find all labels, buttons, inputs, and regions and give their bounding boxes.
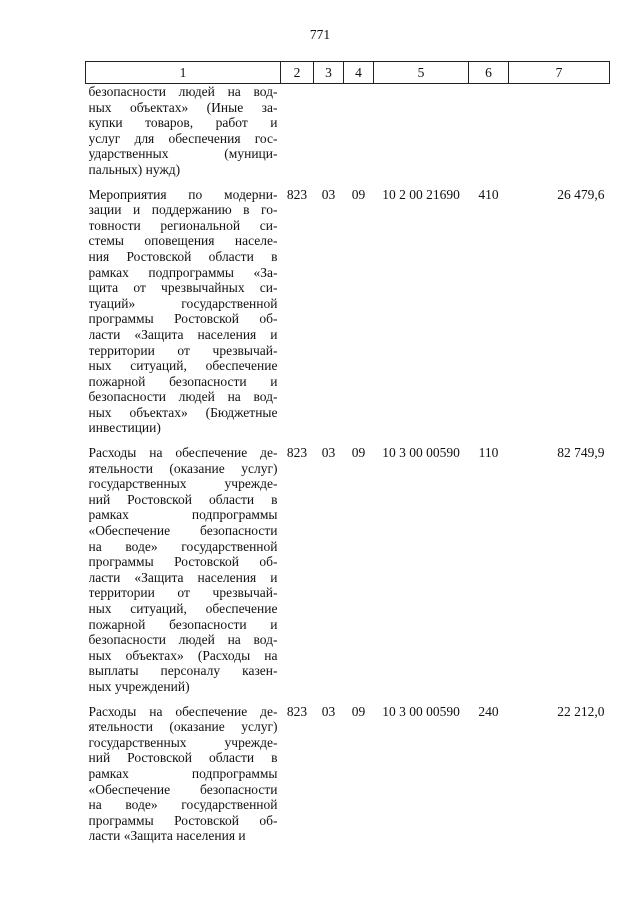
target-article-code [374,84,469,187]
department-code: 823 [286,703,308,719]
description-line: программы Ростовской об- [88,311,278,327]
page-number: 771 [309,27,331,42]
description-line: рамках подпрограммы «За- [88,264,278,280]
amount: 22 212,0 [557,703,605,719]
description-line: ных ситуаций, обеспечение [88,601,278,616]
description-line: купки товаров, работ и [88,115,278,131]
description-line: программы Ростовской об- [88,554,278,570]
table-header-row [86,62,610,84]
header-col-4: 4 [344,62,374,84]
description-line: рамках подпрограммы [88,507,278,523]
description-line: Мероприятия по модерни- [88,186,278,202]
row-description [86,704,281,844]
row-description [86,187,281,446]
table-row [86,704,610,844]
description-line: ных объектах» (Бюджетные [88,404,278,420]
description-line: услуг для обеспечения гос- [88,130,278,146]
row-description [86,84,281,187]
description-line: ных объектах» (Иные за- [88,99,278,115]
expense-type-code: 410 [478,186,499,202]
description-line: ний Ростовской области в [88,750,278,766]
description-line: государственных учрежде- [88,734,278,750]
header-col-7: 7 [509,62,610,84]
description-line: туаций» государственной [88,295,278,311]
description-line: безопасности людей на вод- [88,632,278,648]
subsection-code: 09 [351,186,366,202]
department-code [281,84,314,187]
description-line: стемы оповещения населе- [88,233,278,249]
description-line: пожарной безопасности и [88,373,278,389]
description-line: пожарной безопасности и [88,616,278,632]
target-article-code: 10 3 00 00590 [382,445,460,461]
table-row [86,445,610,704]
description-line: рамках подпрограммы [88,765,278,781]
description-line: пальных) нужд) [88,161,181,177]
description-line: Расходы на обеспечение де- [88,703,278,719]
description-line: Расходы на обеспечение де- [88,445,278,461]
description-line: безопасности людей на вод- [88,84,278,99]
subsection-code: 09 [351,445,366,461]
description-line: ласти «Защита населения и [88,828,246,844]
expense-type-code: 110 [478,445,499,461]
expense-type-code: 240 [478,703,499,719]
description-line: ний Ростовской области в [88,491,278,507]
section-code: 03 [321,703,336,719]
expense-type-code [469,84,509,187]
description-line: выплаты персоналу казен- [88,663,278,679]
budget-table [85,61,610,844]
header-col-6: 6 [469,62,509,84]
description-line: на воде» государственной [88,797,278,813]
description-line: ласти «Защита населения и [88,569,278,585]
description-line: зации и поддержанию в го- [88,202,278,218]
description-line: инвестиции) [88,420,161,436]
amount [509,84,610,187]
description-line: «Обеспечение безопасности [88,523,278,539]
table-body [86,84,610,844]
description-line: ных учреждений) [88,678,190,694]
section-code [314,84,344,187]
description-line: ных ситуаций, обеспечение [88,358,278,374]
header-col-2: 2 [281,62,314,84]
description-line: программы Ростовской об- [88,812,278,828]
description-line: территории от чрезвычай- [88,342,278,358]
description-line: на воде» государственной [88,538,278,554]
description-line: ния Ростовской области в [88,248,278,264]
section-code: 03 [321,445,336,461]
target-article-code: 10 3 00 00590 [382,703,460,719]
section-code: 03 [321,186,336,202]
header-col-5: 5 [374,62,469,84]
table-row [86,187,610,446]
description-line: государственных учрежде- [88,476,278,492]
description-line: товности региональной си- [88,217,278,233]
description-line: территории от чрезвычай- [88,585,278,601]
subsection-code: 09 [351,703,366,719]
description-line: «Обеспечение безопасности [88,781,278,797]
department-code: 823 [286,445,308,461]
description-line: безопасности людей на вод- [88,389,278,405]
table-row [86,84,610,187]
description-line: ласти «Защита населения и [88,326,278,342]
description-line: ятельности (оказание услуг) [88,719,278,735]
header-col-1: 1 [86,62,281,84]
department-code: 823 [286,186,308,202]
row-description [86,445,281,704]
header-col-3: 3 [314,62,344,84]
target-article-code: 10 2 00 21690 [382,186,460,202]
subsection-code [344,84,374,187]
description-line: щита от чрезвычайных си- [88,280,278,296]
description-line: ударственных (муници- [88,146,278,162]
amount: 26 479,6 [557,186,605,202]
description-line: ных объектах» (Расходы на [88,647,278,663]
description-line: ятельности (оказание услуг) [88,460,278,476]
amount: 82 749,9 [557,445,605,461]
